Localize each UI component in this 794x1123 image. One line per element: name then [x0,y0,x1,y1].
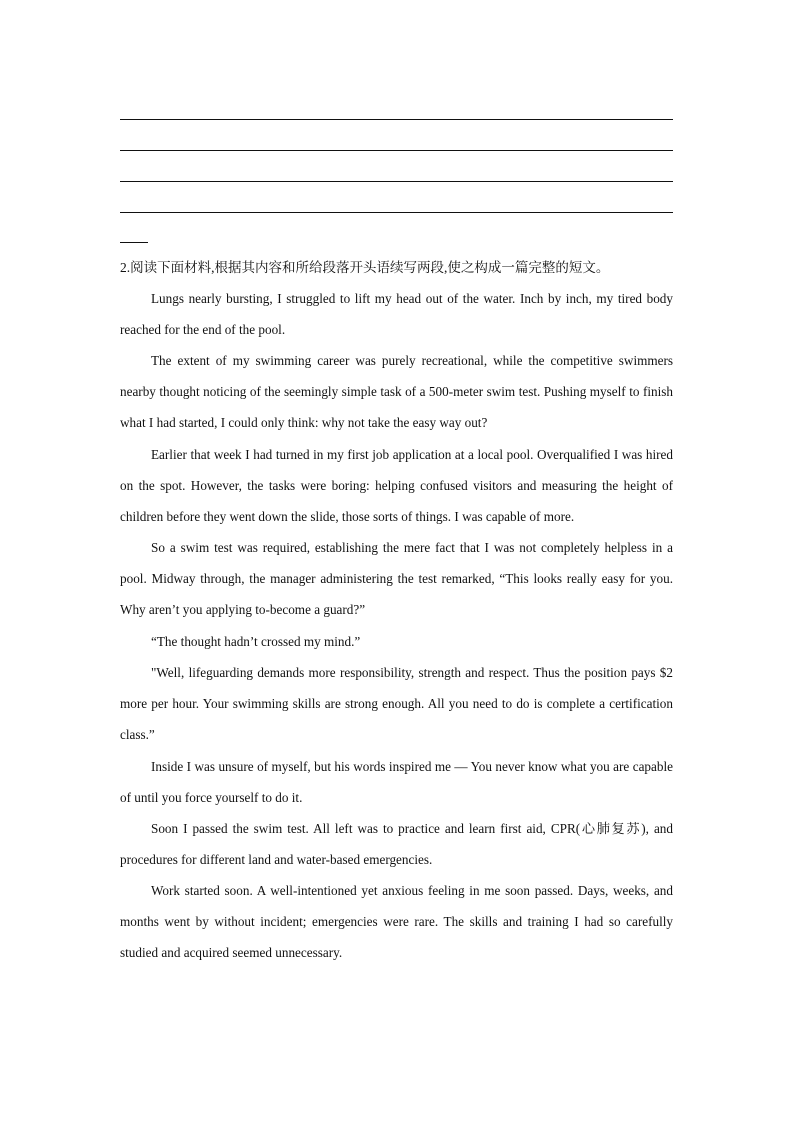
passage-paragraph-5: “The thought hadn’t crossed my mind.” [151,634,361,649]
answer-line[interactable] [120,150,673,151]
passage-paragraph-2: The extent of my swimming career was purely recreational, while the competitive swimmers nearby thought noticing of the seemingly simple task of a 500-meter swim test. Pushing myself to finish what I had started, I could only think: why not take the easy way out? [120,353,673,430]
passage-paragraph-1: Lungs nearly bursting, I struggled to lift my head out of the water. Inch by inch, my tired body reached for the end of the pool. [120,291,673,337]
question-heading: 2.阅读下面材料,根据其内容和所给段落开头语续写两段,使之构成一篇完整的短文。 [120,260,610,275]
passage-paragraph-3: Earlier that week I had turned in my first job application at a local pool. Overqualified I was hired on the spot. However, the tasks were boring: helping confused visitors and measuring the height of children before they went down the slide, those sorts of things. I was capable of more. [120,447,673,524]
passage-paragraph-8: Soon I passed the swim test. All left was to practice and learn first aid, CPR(心肺复苏), and procedures for different land and water-based emergencies. [120,821,673,867]
answer-line[interactable] [120,212,673,213]
answer-line[interactable] [120,119,673,120]
answer-line[interactable] [120,181,673,182]
answer-line-short[interactable] [120,242,148,243]
passage-paragraph-4: So a swim test was required, establishing the mere fact that I was not completely helpless in a pool. Midway through, the manager administering the test remarked, “This looks really easy for you. Why aren’t you applying to-become a guard?” [120,540,673,617]
passage-paragraph-6: "Well, lifeguarding demands more responsibility, strength and respect. Thus the position pays $2 more per hour. Your swimming skills are strong enough. All you need to do is complete a certification class.” [120,665,673,742]
passage-paragraph-9: Work started soon. A well-intentioned yet anxious feeling in me soon passed. Days, weeks, and months went by without incident; emergencies were rare. The skills and training I had so carefully studied and acquired seemed unnecessary. [120,883,673,960]
passage-paragraph-7: Inside I was unsure of myself, but his words inspired me — You never know what you are capable of until you force yourself to do it. [120,759,673,805]
